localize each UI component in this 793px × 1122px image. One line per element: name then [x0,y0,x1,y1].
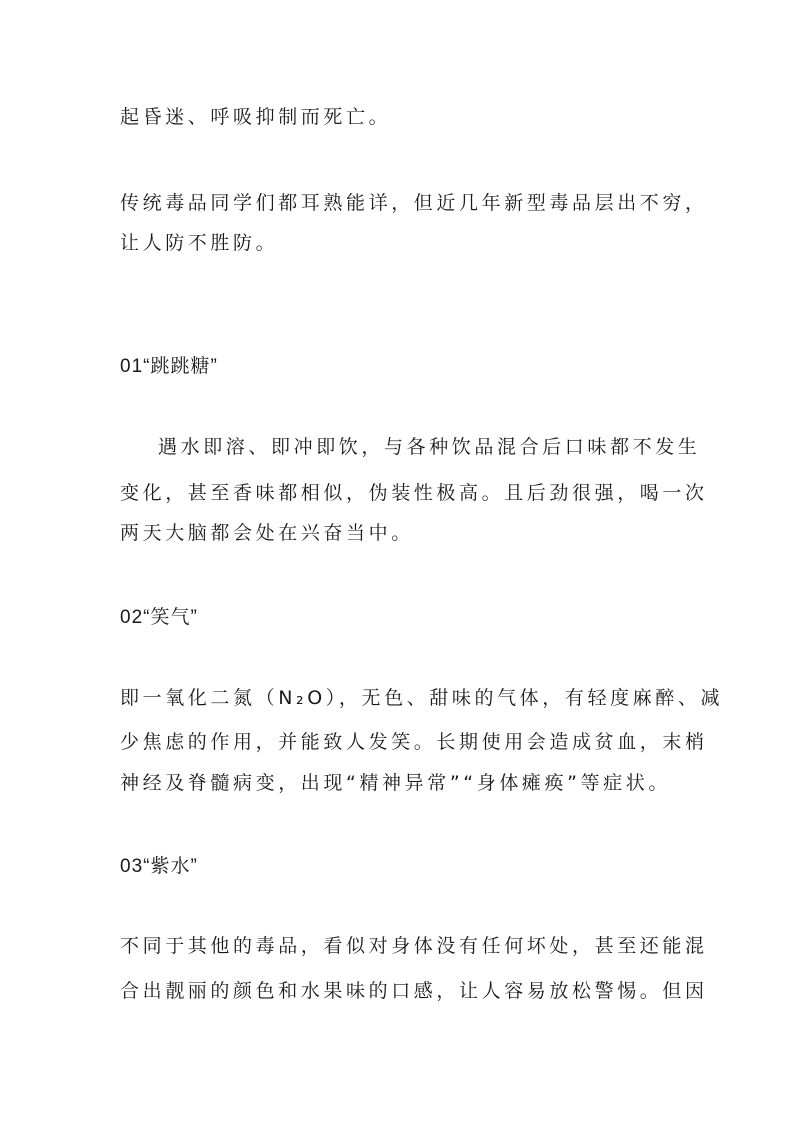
section-heading: 01“跳跳糖” [120,356,218,377]
paragraph-line: 合出靓丽的颜色和水果味的口感，让人容易放松警惕。但因 [120,980,708,1002]
paragraph-line: 少焦虑的作用，并能致人发笑。长期使用会造成贫血，末梢 [120,731,708,753]
paragraph-line: 即一氧化二氮（N₂O），无色、甜味的气体，有轻度麻醉、减 [120,687,724,709]
paragraph-line: 传统毒品同学们都耳熟能详，但近几年新型毒品层出不穷， [120,192,708,214]
paragraph-line: 起昏迷、呼吸抑制而死亡。 [120,106,392,128]
section-heading: 02“笑气” [120,607,198,628]
paragraph-line: 两天大脑都会处在兴奋当中。 [120,522,414,544]
paragraph-line: 让人防不胜防。 [120,232,279,254]
paragraph-line: 不同于其他的毒品，看似对身体没有任何坏处，甚至还能混 [120,935,708,957]
paragraph-line: 遇水即溶、即冲即饮，与各种饮品混合后口味都不发生 [158,436,701,458]
section-heading: 03“紫水” [120,856,198,877]
paragraph-line: 变化，甚至香味都相似，伪装性极高。且后劲很强，喝一次 [120,482,708,504]
paragraph-line: 神经及脊髓病变，出现“精神异常”“身体瘫痪”等症状。 [120,772,671,794]
